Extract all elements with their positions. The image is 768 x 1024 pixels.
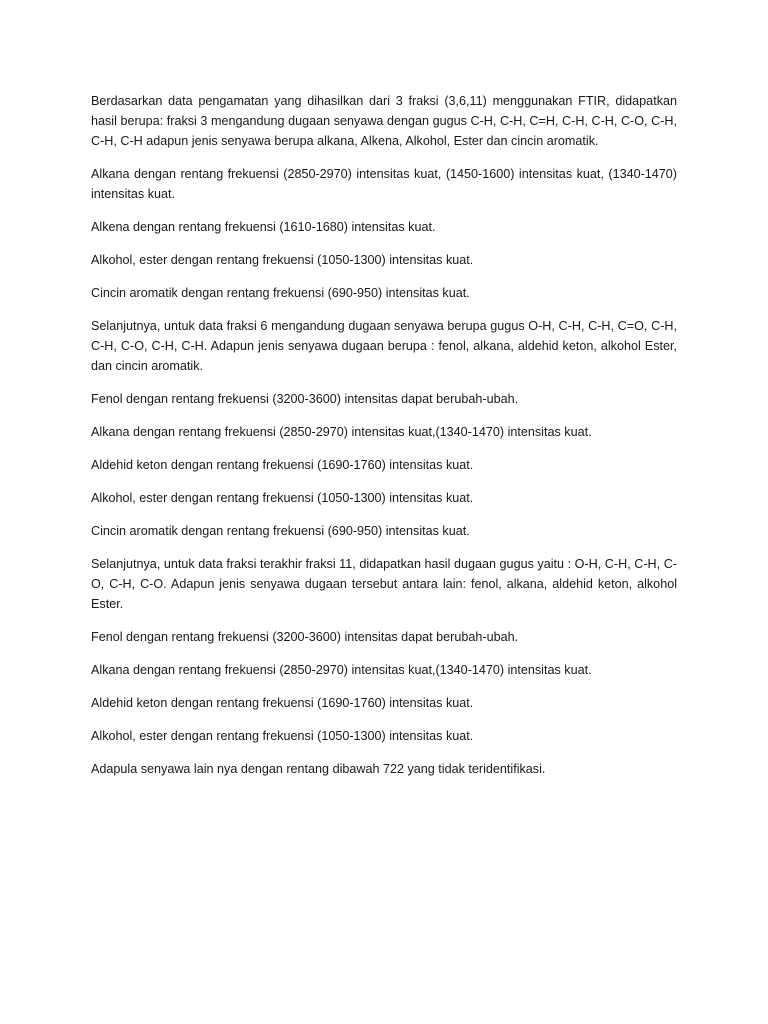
paragraph-aldehid-keton-fraksi-6: Aldehid keton dengan rentang frekuensi (1690-1760) intensitas kuat. — [91, 458, 474, 472]
paragraph-senyawa-lain: Adapula senyawa lain nya dengan rentang dibawah 722 yang tidak teridentifikasi. — [91, 762, 546, 776]
paragraph-alkana-fraksi-6: Alkana dengan rentang frekuensi (2850-2970) intensitas kuat,(1340-1470) intensitas kuat. — [91, 425, 592, 439]
paragraph-intro-fraksi-3: Berdasarkan data pengamatan yang dihasilkan dari 3 fraksi (3,6,11) menggunakan FTIR, didapatkan hasil berupa: fraksi 3 mengandung dugaan senyawa dengan gugus C-H, C-H, C=H, C-H, C-H, C-O, C-H, C-H, C-H adapun jenis senyawa berupa alkana, Alkena, Alkohol, Ester dan cincin aromatik. — [91, 94, 677, 148]
paragraph-fenol-fraksi-11: Fenol dengan rentang frekuensi (3200-3600) intensitas dapat berubah-ubah. — [91, 630, 519, 644]
paragraph-alkana-fraksi-11: Alkana dengan rentang frekuensi (2850-2970) intensitas kuat,(1340-1470) intensitas kuat. — [91, 663, 592, 677]
paragraph-intro-fraksi-11: Selanjutnya, untuk data fraksi terakhir fraksi 11, didapatkan hasil dugaan gugus yaitu : O-H, C-H, C-H, C-O, C-H, C-O. Adapun jenis senyawa dugaan tersebut antara lain: fenol, alkana, aldehid keton, alkohol Ester. — [91, 557, 677, 611]
paragraph-cincin-aromatik-fraksi-6: Cincin aromatik dengan rentang frekuensi (690-950) intensitas kuat. — [91, 524, 470, 538]
paragraph-alkana-fraksi-3: Alkana dengan rentang frekuensi (2850-2970) intensitas kuat, (1450-1600) intensitas kuat, (1340-1470) intensitas kuat. — [91, 167, 677, 201]
paragraph-alkohol-ester-fraksi-11: Alkohol, ester dengan rentang frekuensi (1050-1300) intensitas kuat. — [91, 729, 474, 743]
paragraph-aldehid-keton-fraksi-11: Aldehid keton dengan rentang frekuensi (1690-1760) intensitas kuat. — [91, 696, 474, 710]
paragraph-intro-fraksi-6: Selanjutnya, untuk data fraksi 6 mengandung dugaan senyawa berupa gugus O-H, C-H, C-H, C=O, C-H, C-H, C-O, C-H, C-H. Adapun jenis senyawa dugaan berupa : fenol, alkana, aldehid keton, alkohol Ester, dan cincin aromatik. — [91, 319, 677, 373]
paragraph-alkohol-ester-fraksi-3: Alkohol, ester dengan rentang frekuensi (1050-1300) intensitas kuat. — [91, 253, 474, 267]
paragraph-cincin-aromatik-fraksi-3: Cincin aromatik dengan rentang frekuensi (690-950) intensitas kuat. — [91, 286, 470, 300]
paragraph-alkena-fraksi-3: Alkena dengan rentang frekuensi (1610-1680) intensitas kuat. — [91, 220, 436, 234]
paragraph-fenol-fraksi-6: Fenol dengan rentang frekuensi (3200-3600) intensitas dapat berubah-ubah. — [91, 392, 519, 406]
paragraph-alkohol-ester-fraksi-6: Alkohol, ester dengan rentang frekuensi (1050-1300) intensitas kuat. — [91, 491, 474, 505]
document-body — [91, 91, 677, 792]
